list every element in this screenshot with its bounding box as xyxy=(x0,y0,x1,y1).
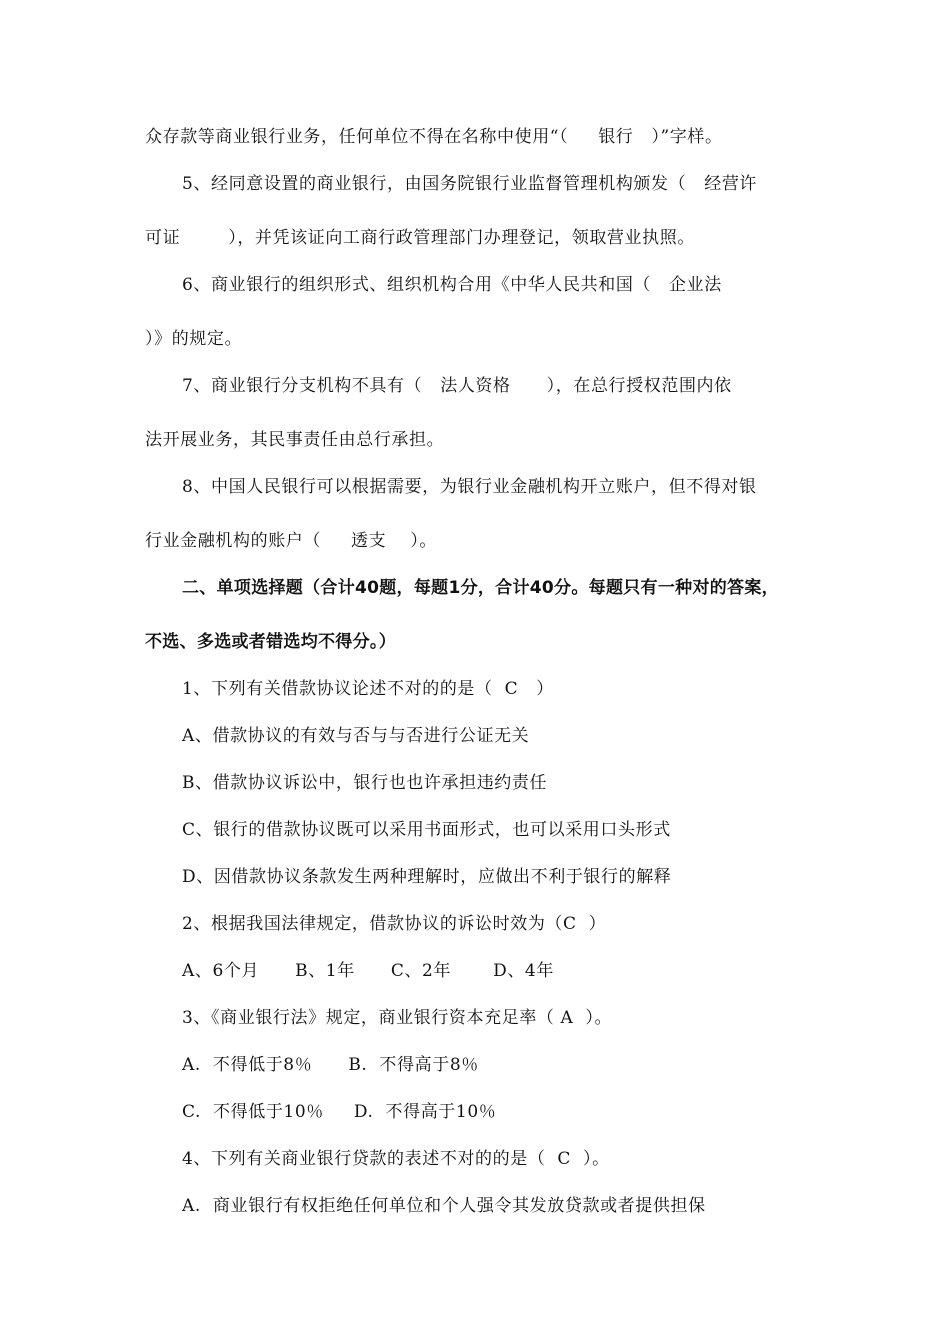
mc-question-3-options-cd: C. 不得低于10％ D. 不得高于10％ xyxy=(182,1102,497,1122)
question-6-line-2: ）》的规定。 xyxy=(145,329,243,349)
mc-question-4-option-a: A. 商业银行有权拒绝任何单位和个人强令其发放贷款或者提供担保 xyxy=(182,1196,706,1216)
text-line: 众存款等商业银行业务，任何单位不得在名称中使用“（ 银行 ）”字样。 xyxy=(145,127,723,147)
mc-question-3: 3、《商业银行法》规定，商业银行资本充足率（ A ）。 xyxy=(182,1008,613,1028)
question-7-line-2: 法开展业务，其民事责任由总行承担。 xyxy=(145,430,445,450)
question-5-line-1: 5、经同意设置的商业银行，由国务院银行业监督管理机构颁发（ 经营许 xyxy=(182,174,758,194)
mc-question-2-options: A、6个月 B、1年 C、2年 D、4年 xyxy=(182,961,554,981)
question-8-line-2: 行业金融机构的账户（ 透支 ）。 xyxy=(145,531,437,551)
mc-question-3-options-ab: A. 不得低于8％ B. 不得高于8％ xyxy=(182,1055,479,1075)
mc-question-1-option-b: B、借款协议诉讼中，银行也也许承担违约责任 xyxy=(182,773,548,793)
section-heading-line-1: 二、单项选择题（合计40题，每题1分，合计40分。每题只有一种对的答案， xyxy=(182,578,779,598)
mc-question-1-option-d: D、因借款协议条款发生两种理解时，应做出不利于银行的解释 xyxy=(182,867,672,887)
question-7-line-1: 7、商业银行分支机构不具有（ 法人资格 ），在总行授权范围内依 xyxy=(182,376,732,396)
section-heading-line-2: 不选、多选或者错选均不得分。） xyxy=(145,632,396,652)
question-5-line-2: 可证 ），并凭该证向工商行政管理部门办理登记，领取营业执照。 xyxy=(145,228,695,248)
question-8-line-1: 8、中国人民银行可以根据需要，为银行业金融机构开立账户，但不得对银 xyxy=(182,477,757,497)
mc-question-1-option-a: A、借款协议的有效与否与与否进行公证无关 xyxy=(182,726,530,746)
mc-question-2: 2、根据我国法律规定，借款协议的诉讼时效为（C ） xyxy=(182,914,607,934)
question-6-line-1: 6、商业银行的组织形式、组织机构合用《中华人民共和国（ 企业法 xyxy=(182,275,722,295)
mc-question-1: 1、下列有关借款协议论述不对的的是（ C ） xyxy=(182,679,554,699)
mc-question-1-option-c: C、银行的借款协议既可以采用书面形式，也可以采用口头形式 xyxy=(182,820,671,840)
mc-question-4: 4、下列有关商业银行贷款的表述不对的的是（ C ）。 xyxy=(182,1149,610,1169)
